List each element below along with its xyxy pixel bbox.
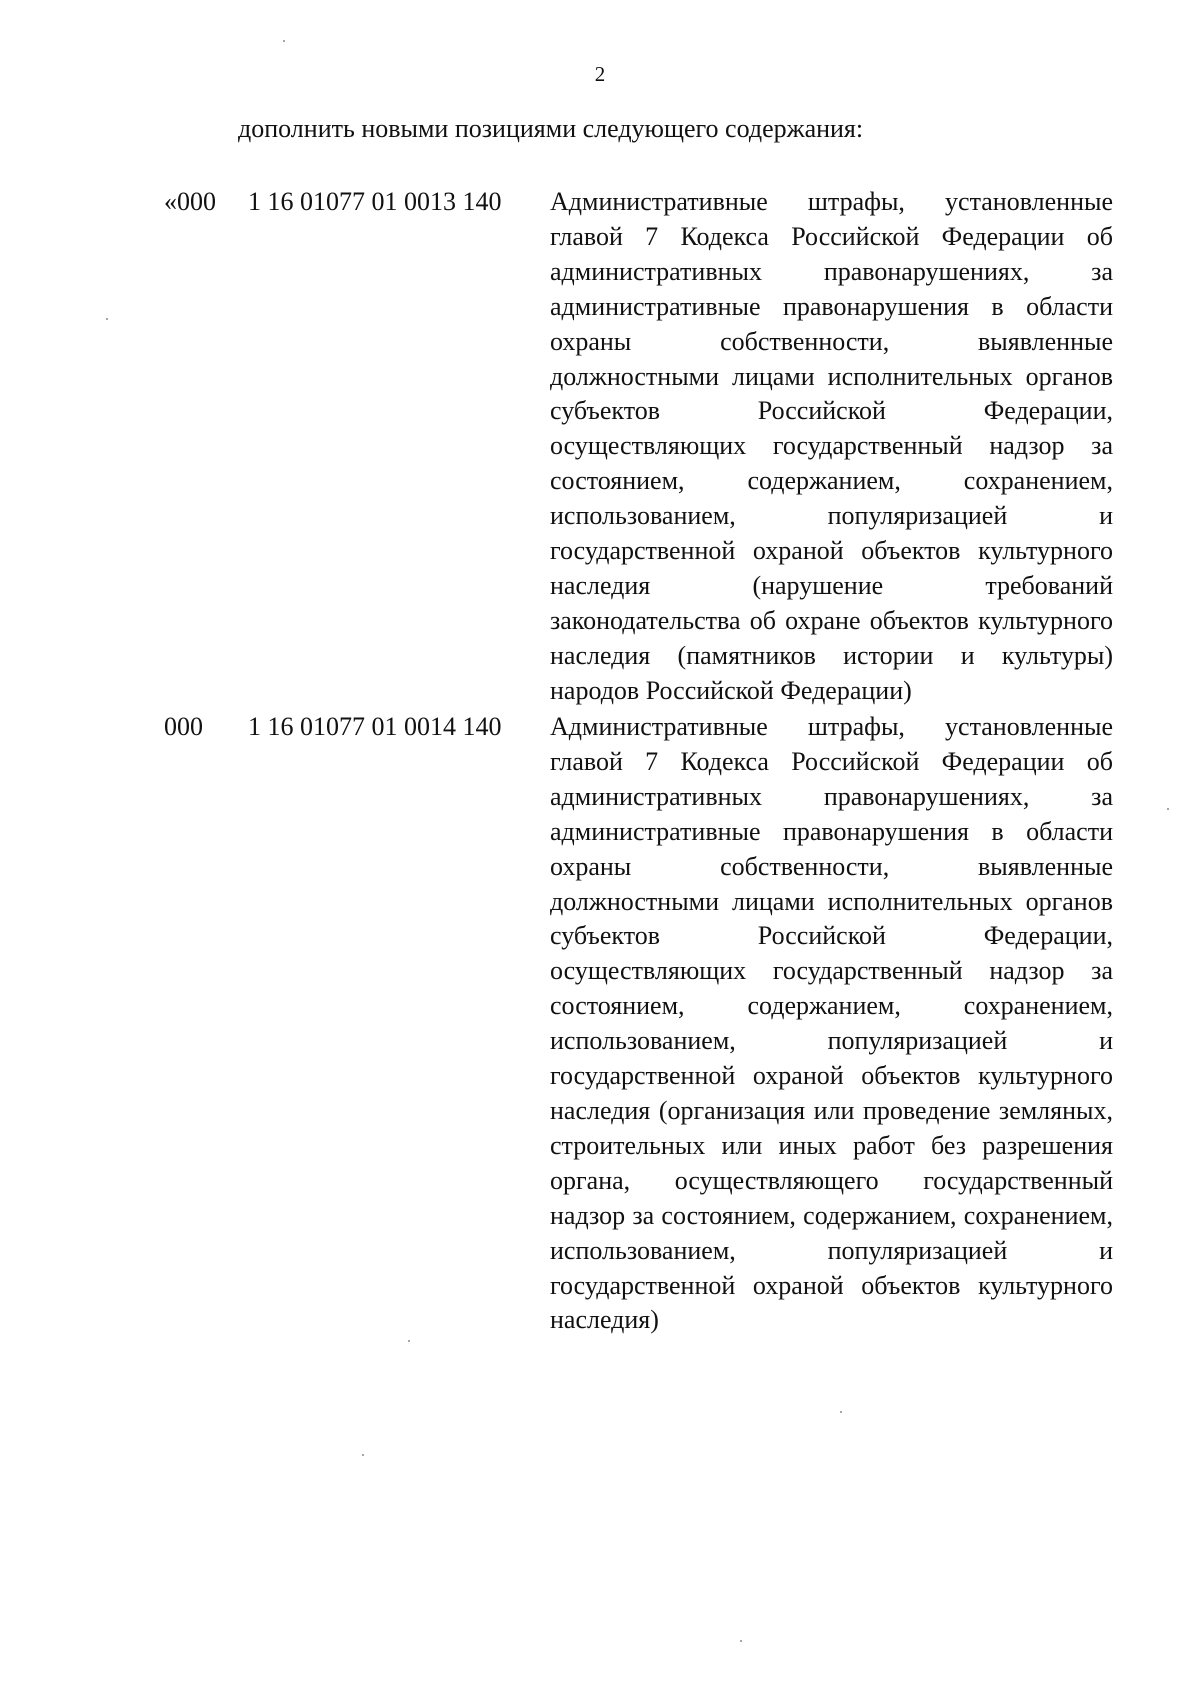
scan-speck xyxy=(740,1640,742,1642)
budget-classification-code: 1 16 01077 01 0014 140 xyxy=(248,712,502,741)
entry-description: Административные штрафы, установленные главой 7 Кодекса Российской Федерации об административных правонарушениях, за административные правонарушения в области охраны собственности, выявленные должностными лицами исполнительных органов субъектов Российской Федерации, осуществляющих государственный надзор за состоянием, содержанием, сохранением, использованием, популяризацией и государственной охраной объектов культурного наследия (организация или проведение земляных, строительных или иных работ без разрешения органа, осуществляющего государственный надзор за состоянием, содержанием, сохранением, использованием, популяризацией и государственной охраной объектов культурного наследия) xyxy=(550,712,1113,1335)
budget-classification-code: 1 16 01077 01 0013 140 xyxy=(248,187,502,216)
scan-speck xyxy=(840,1411,842,1413)
scan-speck xyxy=(283,40,285,42)
scan-speck xyxy=(1167,808,1169,810)
scan-speck xyxy=(362,1454,364,1456)
scan-speck xyxy=(408,1340,410,1342)
intro-text: дополнить новыми позициями следующего содержания: xyxy=(238,114,864,143)
admin-code: «000 xyxy=(164,187,216,216)
entry-description: Административные штрафы, установленные главой 7 Кодекса Российской Федерации об административных правонарушениях, за административные правонарушения в области охраны собственности, выявленные должностными лицами исполнительных органов субъектов Российской Федерации, осуществляющих государственный надзор за состоянием, содержанием, сохранением, использованием, популяризацией и государственной охраной объектов культурного наследия (нарушение требований законодательства об охране объектов культурного наследия (памятников истории и культуры) народов Российской Федерации) xyxy=(550,187,1113,705)
admin-code: 000 xyxy=(164,712,203,741)
page-number: 2 xyxy=(594,62,606,86)
scan-speck xyxy=(106,318,108,320)
